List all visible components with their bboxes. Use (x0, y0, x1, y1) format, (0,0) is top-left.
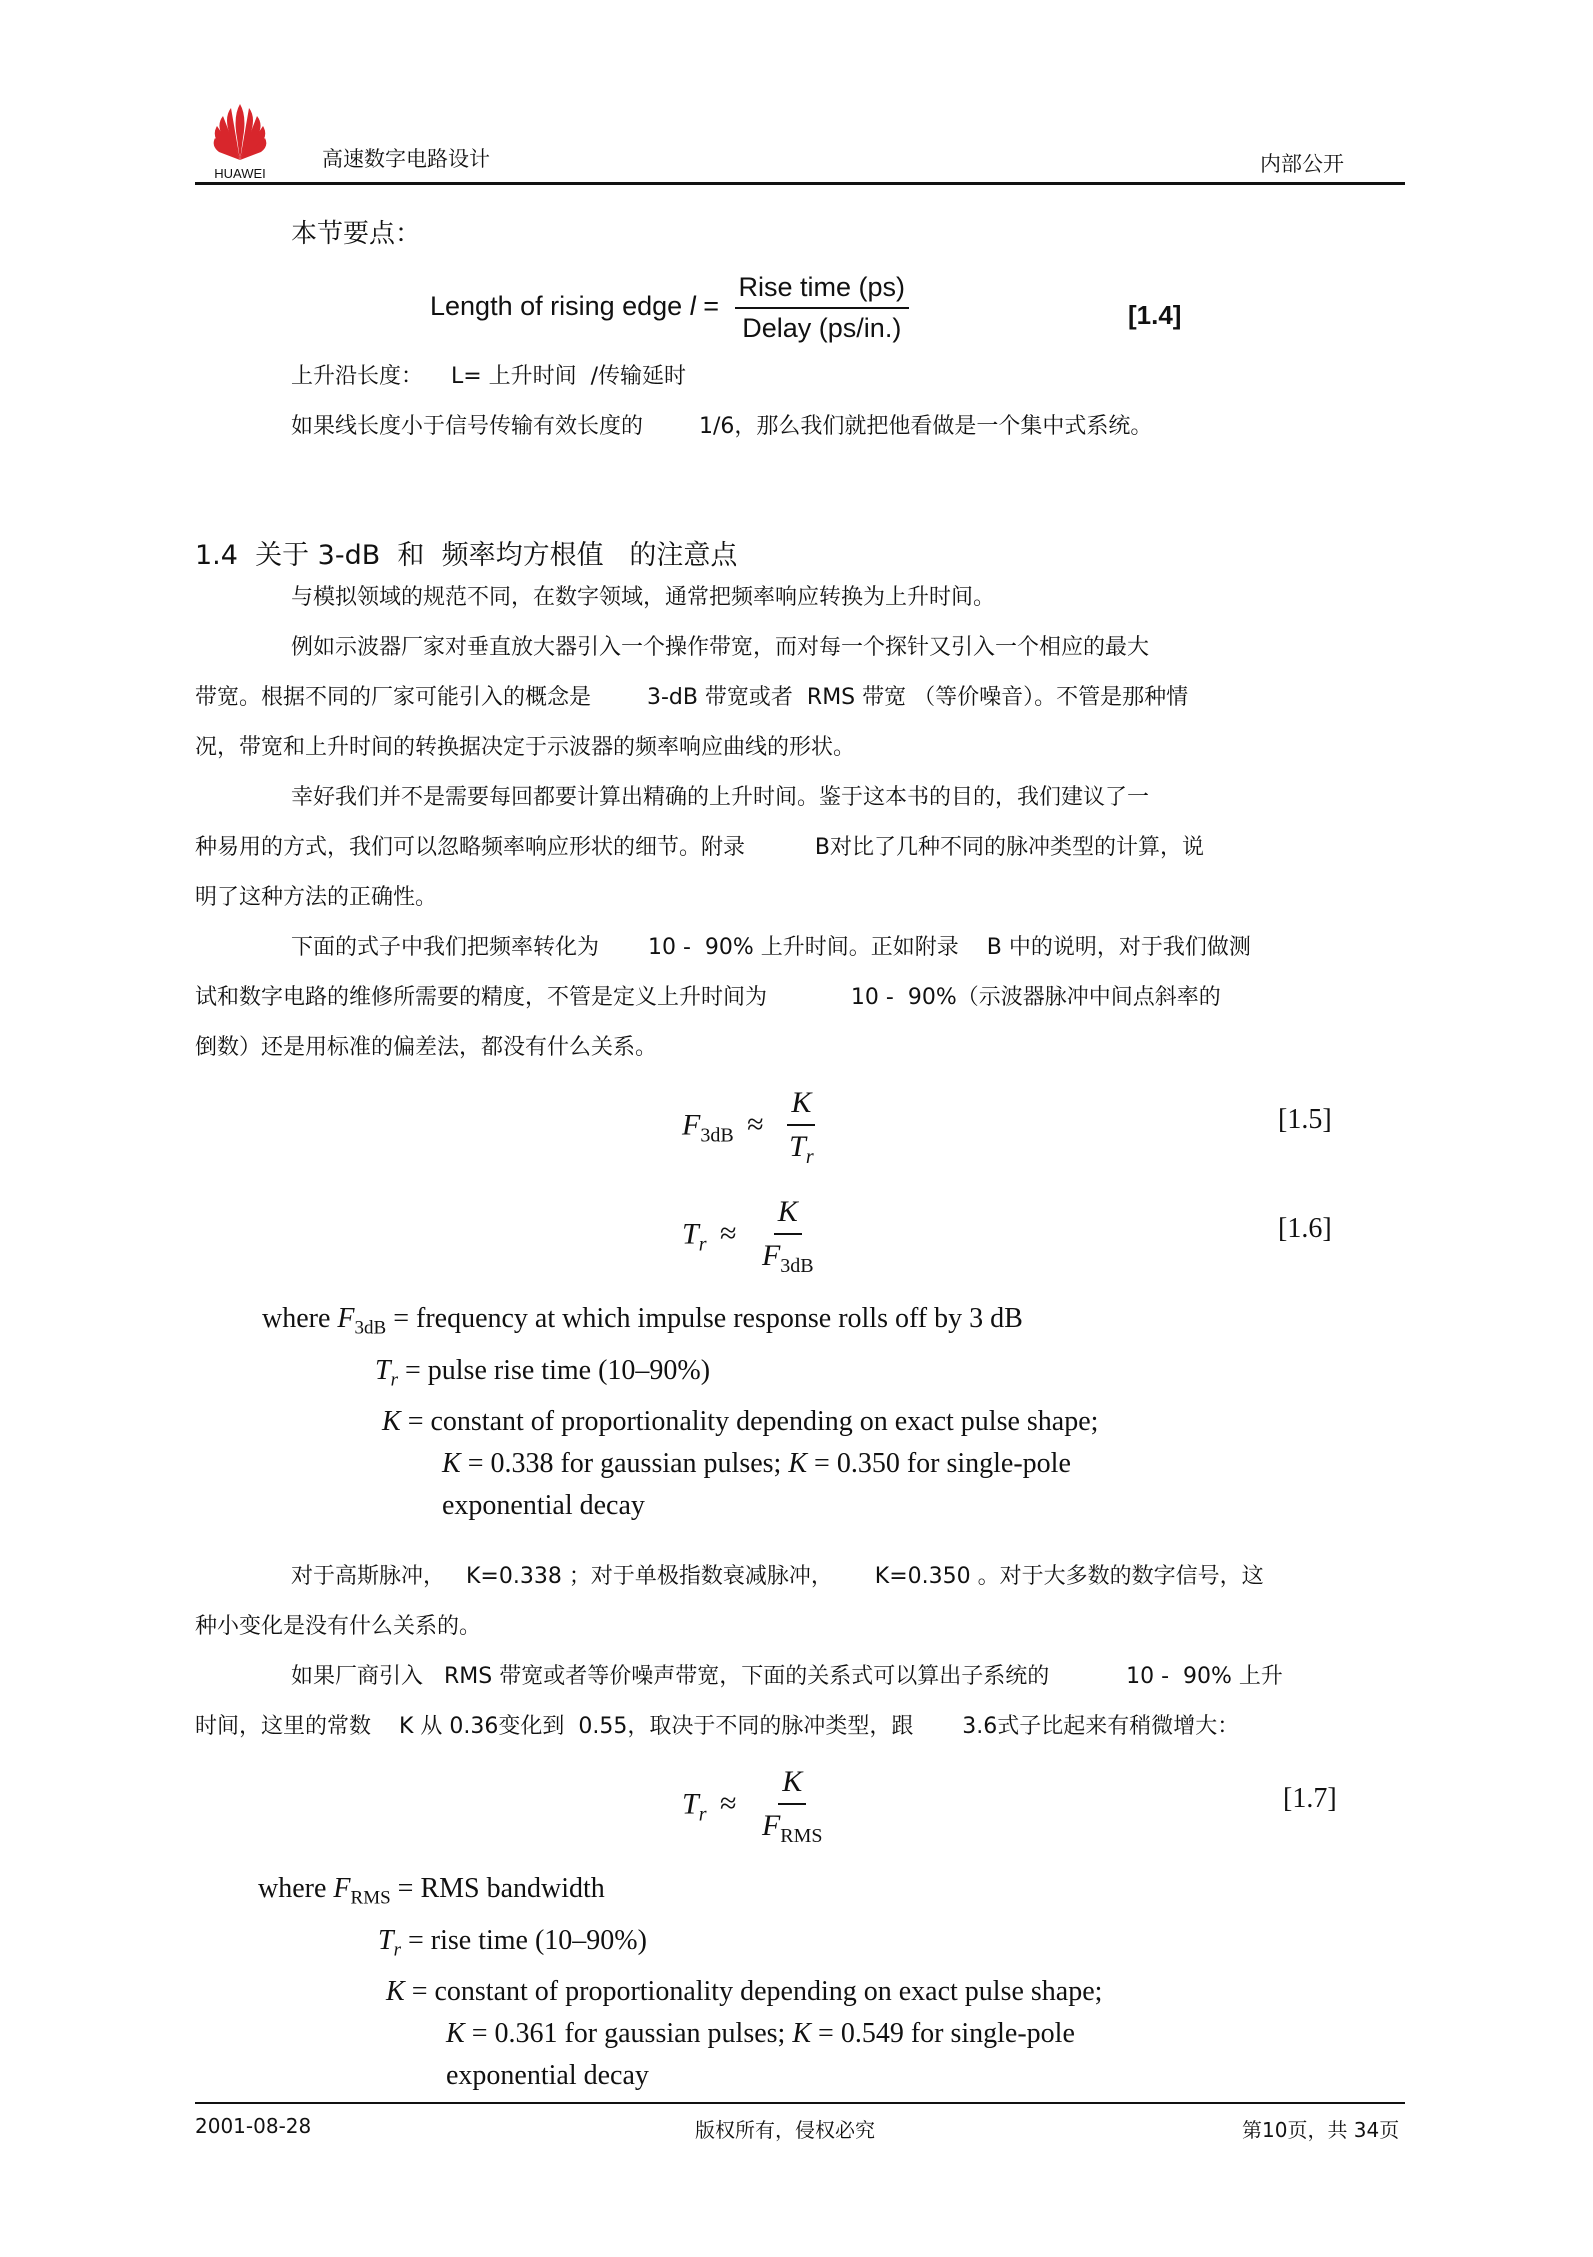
paragraph-5-line-2: 种小变化是没有什么关系的。 (195, 1614, 482, 1639)
paragraph-3-line-1: 幸好我们并不是需要每回都要计算出精确的上升时间。鉴于这本书的目的，我们建议了一 (291, 785, 1150, 810)
where2-l4-text1: = 0.361 for gaussian pulses; (464, 2018, 793, 2050)
eq15-den-sub: r (805, 1146, 814, 1168)
eq15-op: ≈ (747, 1108, 764, 1142)
equation-1-4 (430, 272, 909, 344)
paragraph-1: 与模拟领域的规范不同，在数字领域，通常把频率响应转换为上升时间。 (291, 585, 996, 610)
where1-l4-text2: = 0.350 for single-pole (807, 1448, 1071, 1480)
eq14-var: l (689, 291, 696, 322)
footer-rule (195, 2102, 1405, 2104)
paragraph-2-line-2: 带宽。根据不同的厂家可能引入的概念是 3-dB 带宽或者 RMS 带宽 （等价噪音）。不管是那种情 (195, 685, 1189, 710)
where1-l1-text: = frequency at which impulse response rolls off by 3 dB (386, 1303, 1023, 1334)
eq16-numerator: K (774, 1195, 802, 1235)
where1-l4-text1: = 0.338 for gaussian pulses; (460, 1448, 789, 1480)
where2-l2-sub: r (393, 1939, 401, 1961)
where1-l2-text: = pulse rise time (10–90%) (397, 1354, 711, 1386)
eq17-numerator: K (778, 1765, 806, 1805)
where1-l5-text: exponential decay (442, 1490, 645, 1522)
paragraph-4-line-3: 倒数）还是用标准的偏差法，都没有什么关系。 (195, 1035, 658, 1060)
eq17-number: [1.7] (1283, 1783, 1337, 1814)
paragraph-3-line-3: 明了这种方法的正确性。 (195, 885, 438, 910)
paragraph-2-line-3: 况，带宽和上升时间的转换据决定于示波器的频率响应曲线的形状。 (195, 735, 856, 760)
paragraph-5-line-1: 对于高斯脉冲， K=0.338 ；对于单极指数衰减脉冲， K=0.350 。对于大多数的数字信号，这 (291, 1564, 1264, 1589)
equation-1-6 (682, 1195, 818, 1278)
equation-1-5 (682, 1086, 818, 1169)
eq15-lhs-var: F (682, 1108, 701, 1142)
where-block-2 (258, 1868, 1102, 2097)
footer-page-number: 第10页，共 34页 (1242, 2118, 1400, 2142)
where1-l3-var: K (382, 1406, 401, 1438)
key-points-title: 本节要点： (291, 219, 422, 249)
where2-l2-var: T (378, 1924, 394, 1956)
eq16-op: ≈ (719, 1217, 737, 1251)
eq15-fraction (785, 1086, 817, 1169)
eq14-denominator: Delay (ps/in.) (742, 313, 902, 343)
where2-l4-var2: K (792, 2018, 812, 2050)
eq17-lhs-sub: r (698, 1803, 707, 1826)
where1-label: where (262, 1303, 331, 1334)
where1-l1-sub: 3dB (354, 1317, 387, 1339)
lumped-system-line: 如果线长度小于信号传输有效长度的 1/6，那么我们就把他看做是一个集中式系统。 (291, 414, 1153, 439)
where2-label: where (258, 1873, 327, 1904)
header-rule (195, 182, 1405, 185)
eq17-op: ≈ (719, 1787, 737, 1821)
eq17-fraction (758, 1765, 827, 1848)
header-classification: 内部公开 (1260, 152, 1344, 176)
where1-l2-var: T (375, 1354, 391, 1386)
eq14-number: [1.4] (1128, 300, 1182, 330)
where1-l2-sub: r (390, 1369, 398, 1391)
where2-l4-var1: K (446, 2018, 465, 2050)
eq16-lhs-var: T (682, 1217, 699, 1251)
paragraph-6-line-2: 时间，这里的常数 K 从 0.36变化到 0.55，取决于不同的脉冲类型，跟 3.6式子比起来有稍微增大： (195, 1714, 1240, 1739)
where2-l2-text: = rise time (10–90%) (400, 1924, 647, 1956)
where1-l4-var2: K (788, 1448, 808, 1480)
where1-l4-var1: K (442, 1448, 461, 1480)
eq16-den-sub: 3dB (780, 1255, 814, 1277)
eq17-den-var: F (761, 1809, 781, 1842)
eq16-den-var: F (761, 1239, 781, 1272)
eq16-fraction (758, 1195, 818, 1278)
where1-l3-text: = constant of proportionality depending on exact pulse shape; (400, 1406, 1099, 1438)
eq14-numerator: Rise time (ps) (735, 272, 910, 309)
eq14-lhs: Length of rising edge (430, 291, 683, 322)
where1-l1-var: F (337, 1303, 355, 1334)
eq15-den-var: T (789, 1130, 806, 1163)
huawei-logo (195, 98, 285, 180)
eq14-fraction (735, 272, 910, 344)
eq16-number: [1.6] (1278, 1213, 1332, 1244)
where2-l5-text: exponential decay (446, 2060, 649, 2092)
eq17-den-sub: RMS (780, 1825, 823, 1847)
eq16-lhs-sub: r (698, 1233, 707, 1256)
where2-l1-text: = RMS bandwidth (390, 1873, 605, 1904)
paragraph-4-line-1: 下面的式子中我们把频率转化为 10 - 90% 上升时间。正如附录 B 中的说明，对于我们做测 (291, 935, 1251, 960)
where2-l4-text2: = 0.549 for single-pole (811, 2018, 1075, 2050)
eq17-lhs-var: T (682, 1787, 699, 1821)
logo-text: HUAWEI (214, 166, 266, 180)
paragraph-2-line-1: 例如示波器厂家对垂直放大器引入一个操作带宽，而对每一个探针又引入一个相应的最大 (291, 635, 1150, 660)
section-heading: 1.4 关于 3-dB 和 频率均方根值 的注意点 (195, 540, 738, 571)
footer-copyright: 版权所有，侵权必究 (695, 2118, 875, 2142)
eq15-numerator: K (787, 1086, 815, 1126)
equation-1-7 (682, 1765, 827, 1848)
eq15-number: [1.5] (1278, 1104, 1332, 1135)
rising-edge-length-line: 上升沿长度： L= 上升时间 /传输延时 (291, 364, 687, 389)
paragraph-6-line-1: 如果厂商引入 RMS 带宽或者等价噪声带宽，下面的关系式可以算出子系统的 10 - 90% 上升 (291, 1664, 1283, 1689)
where2-l3-var: K (386, 1976, 405, 2008)
eq14-eq: = (703, 291, 720, 322)
where-block-1 (262, 1298, 1098, 1527)
eq15-lhs-sub: 3dB (700, 1124, 734, 1147)
paragraph-4-line-2: 试和数字电路的维修所需要的精度，不管是定义上升时间为 10 - 90%（示波器脉冲中间点斜率的 (195, 985, 1221, 1010)
where2-l3-text: = constant of proportionality depending on exact pulse shape; (404, 1976, 1103, 2008)
header-title: 高速数字电路设计 (322, 147, 490, 171)
where2-l1-var: F (333, 1873, 351, 1904)
paragraph-3-line-2: 种易用的方式，我们可以忽略频率响应形状的细节。附录 B对比了几种不同的脉冲类型的计算，说 (195, 835, 1205, 860)
where2-l1-sub: RMS (350, 1887, 391, 1909)
footer-date: 2001-08-28 (195, 2114, 312, 2138)
